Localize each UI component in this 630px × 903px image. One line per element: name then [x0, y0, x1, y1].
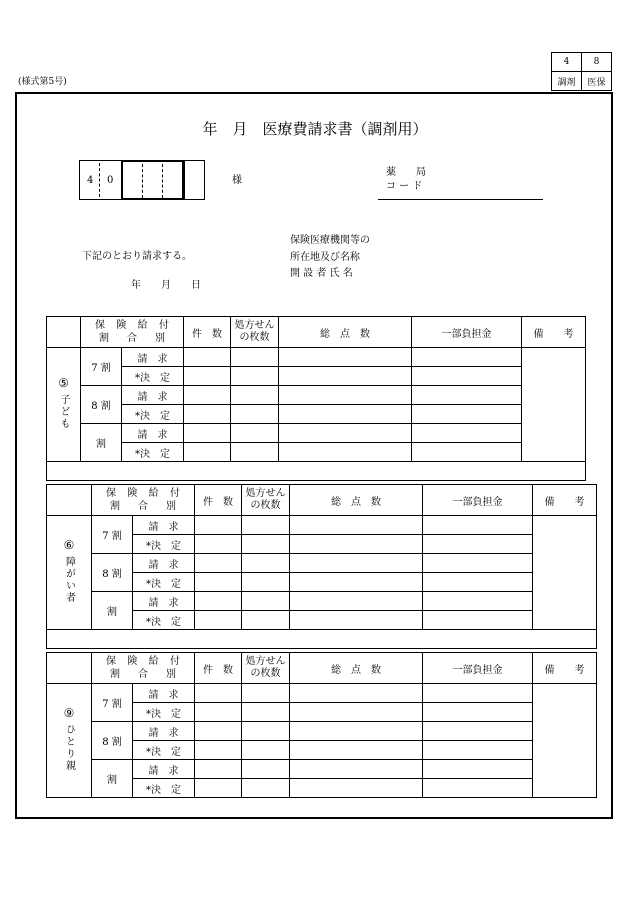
- header-futan: 一部負担金: [423, 653, 533, 684]
- input-cell-soten[interactable]: [290, 554, 423, 573]
- form-number: (様式第5号): [18, 77, 67, 87]
- row-label-seikyu: 請 求: [133, 684, 195, 703]
- row-label-kettei: *決 定: [133, 573, 195, 592]
- input-cell-biko[interactable]: [533, 684, 597, 798]
- row-label-seikyu: 請 求: [122, 424, 184, 443]
- input-cell-soten[interactable]: [290, 760, 423, 779]
- input-cell-kensu[interactable]: [195, 611, 242, 630]
- input-cell-kensu[interactable]: [184, 405, 231, 424]
- sama-label: 様: [232, 175, 242, 186]
- input-cell-shohosen[interactable]: [242, 741, 290, 760]
- input-cell-kensu[interactable]: [184, 348, 231, 367]
- input-cell-kensu[interactable]: [195, 516, 242, 535]
- row-label-kettei: *決 定: [122, 367, 184, 386]
- ratio-label: 8 割: [92, 554, 133, 592]
- header-shohosen: 処方せん の枚数: [231, 317, 279, 348]
- request-text: 下記のとおり請求する。: [82, 251, 192, 262]
- input-cell-kensu[interactable]: [195, 703, 242, 722]
- page-title: 年 月 医療費請求書（調剤用）: [202, 120, 428, 138]
- input-cell-shohosen[interactable]: [242, 684, 290, 703]
- ratio-label: 7 割: [92, 684, 133, 722]
- header-soten: 総 点 数: [290, 653, 423, 684]
- input-cell-futan[interactable]: [423, 722, 533, 741]
- input-cell-soten[interactable]: [290, 684, 423, 703]
- input-cell-shohosen[interactable]: [231, 348, 279, 367]
- input-cell-shohosen[interactable]: [231, 367, 279, 386]
- input-cell-biko[interactable]: [522, 348, 586, 462]
- input-cell-shohosen[interactable]: [242, 722, 290, 741]
- header-blank: [47, 317, 81, 348]
- input-cell-futan[interactable]: [412, 443, 522, 462]
- ratio-label: 8 割: [81, 386, 122, 424]
- code-entry-box[interactable]: [121, 160, 184, 200]
- input-cell-soten[interactable]: [279, 386, 412, 405]
- input-cell-shohosen[interactable]: [242, 516, 290, 535]
- row-label-seikyu: 請 求: [122, 348, 184, 367]
- input-cell-futan[interactable]: [423, 573, 533, 592]
- row-label-kettei: *決 定: [133, 535, 195, 554]
- input-cell-kensu[interactable]: [195, 684, 242, 703]
- input-cell-soten[interactable]: [279, 405, 412, 424]
- input-cell-soten[interactable]: [279, 443, 412, 462]
- input-cell-futan[interactable]: [423, 779, 533, 798]
- input-cell-kensu[interactable]: [195, 760, 242, 779]
- input-cell-kensu[interactable]: [195, 554, 242, 573]
- header-kyufu: 保 険 給 付 割 合 別: [81, 317, 184, 348]
- input-cell-soten[interactable]: [290, 741, 423, 760]
- header-soten: 総 点 数: [290, 485, 423, 516]
- input-cell-kensu[interactable]: [195, 535, 242, 554]
- input-cell-soten[interactable]: [279, 424, 412, 443]
- code-digit-1: 4: [87, 175, 94, 186]
- claim-table-section-1: [46, 316, 586, 481]
- header-kyufu: 保 険 給 付 割 合 別: [92, 653, 195, 684]
- input-cell-shohosen[interactable]: [242, 611, 290, 630]
- row-label-seikyu: 請 求: [133, 554, 195, 573]
- input-cell-shohosen[interactable]: [242, 779, 290, 798]
- claim-table-section-2: [46, 484, 597, 649]
- input-cell-futan[interactable]: [412, 405, 522, 424]
- input-cell-soten[interactable]: [290, 573, 423, 592]
- input-cell-futan[interactable]: [423, 554, 533, 573]
- input-cell-shohosen[interactable]: [231, 405, 279, 424]
- corner-label-2: 医保: [582, 72, 612, 91]
- corner-code-2: 8: [582, 53, 612, 72]
- input-cell-kensu[interactable]: [184, 367, 231, 386]
- input-cell-soten[interactable]: [290, 535, 423, 554]
- input-cell-shohosen[interactable]: [242, 573, 290, 592]
- input-cell-shohosen[interactable]: [242, 535, 290, 554]
- section-separator: [47, 462, 586, 481]
- input-cell-biko[interactable]: [533, 516, 597, 630]
- input-cell-futan[interactable]: [423, 741, 533, 760]
- input-cell-futan[interactable]: [423, 703, 533, 722]
- input-cell-kensu[interactable]: [195, 779, 242, 798]
- ratio-label: 7 割: [92, 516, 133, 554]
- pharmacy-label: 薬 局: [386, 167, 426, 178]
- founder-label: 開 設 者 氏 名: [290, 268, 353, 279]
- row-label-seikyu: 請 求: [133, 592, 195, 611]
- medical-code-box: [79, 160, 205, 200]
- row-label-seikyu: 請 求: [122, 386, 184, 405]
- header-kyufu: 保 険 給 付 割 合 別: [92, 485, 195, 516]
- code-divider: [162, 164, 163, 198]
- input-cell-futan[interactable]: [412, 348, 522, 367]
- header-biko: 備 考: [533, 653, 597, 684]
- input-cell-shohosen[interactable]: [231, 386, 279, 405]
- code-label: コ ー ド: [386, 181, 423, 192]
- header-shohosen: 処方せん の枚数: [242, 485, 290, 516]
- code-digit-2: 0: [107, 175, 114, 186]
- header-kensu: 件 数: [195, 653, 242, 684]
- pharmacy-code-underline: [378, 199, 543, 200]
- input-cell-shohosen[interactable]: [242, 703, 290, 722]
- input-cell-kensu[interactable]: [195, 573, 242, 592]
- input-cell-futan[interactable]: [423, 535, 533, 554]
- input-cell-shohosen[interactable]: [242, 554, 290, 573]
- input-cell-kensu[interactable]: [195, 722, 242, 741]
- input-cell-shohosen[interactable]: [242, 592, 290, 611]
- input-cell-shohosen[interactable]: [231, 424, 279, 443]
- input-cell-soten[interactable]: [290, 611, 423, 630]
- input-cell-soten[interactable]: [290, 779, 423, 798]
- section-group-label: ⑨ ひとり親: [47, 684, 92, 798]
- input-cell-soten[interactable]: [279, 348, 412, 367]
- row-label-seikyu: 請 求: [133, 760, 195, 779]
- input-cell-futan[interactable]: [412, 367, 522, 386]
- header-blank: [47, 485, 92, 516]
- code-divider: [142, 164, 143, 198]
- row-label-seikyu: 請 求: [133, 722, 195, 741]
- header-kensu: 件 数: [195, 485, 242, 516]
- address-label: 所在地及び名称: [290, 252, 360, 263]
- input-cell-futan[interactable]: [423, 592, 533, 611]
- ratio-label: 割: [81, 424, 122, 462]
- corner-label-1: 調剤: [552, 72, 582, 91]
- row-label-kettei: *決 定: [133, 741, 195, 760]
- input-cell-kensu[interactable]: [195, 741, 242, 760]
- header-futan: 一部負担金: [423, 485, 533, 516]
- date-label: 年 月 日: [131, 280, 201, 291]
- ratio-label: 8 割: [92, 722, 133, 760]
- code-divider: [184, 161, 185, 199]
- input-cell-kensu[interactable]: [184, 443, 231, 462]
- header-kensu: 件 数: [184, 317, 231, 348]
- input-cell-kensu[interactable]: [184, 386, 231, 405]
- input-cell-soten[interactable]: [290, 722, 423, 741]
- ratio-label: 割: [92, 760, 133, 798]
- row-label-kettei: *決 定: [133, 703, 195, 722]
- input-cell-kensu[interactable]: [195, 592, 242, 611]
- input-cell-soten[interactable]: [290, 592, 423, 611]
- section-separator: [47, 630, 597, 649]
- row-label-kettei: *決 定: [133, 611, 195, 630]
- section-group-label: ⑥ 障がい者: [47, 516, 92, 630]
- section-group-label: ⑤ 子ども: [47, 348, 81, 462]
- institution-label: 保険医療機関等の: [290, 235, 370, 246]
- corner-code-box: [551, 52, 612, 91]
- input-cell-futan[interactable]: [412, 424, 522, 443]
- corner-code-1: 4: [552, 53, 582, 72]
- code-divider: [99, 163, 100, 197]
- header-soten: 総 点 数: [279, 317, 412, 348]
- row-label-kettei: *決 定: [122, 405, 184, 424]
- row-label-kettei: *決 定: [122, 443, 184, 462]
- input-cell-futan[interactable]: [423, 611, 533, 630]
- input-cell-soten[interactable]: [290, 516, 423, 535]
- input-cell-kensu[interactable]: [184, 424, 231, 443]
- ratio-label: 割: [92, 592, 133, 630]
- header-biko: 備 考: [522, 317, 586, 348]
- input-cell-soten[interactable]: [290, 703, 423, 722]
- ratio-label: 7 割: [81, 348, 122, 386]
- input-cell-soten[interactable]: [279, 367, 412, 386]
- input-cell-futan[interactable]: [412, 386, 522, 405]
- input-cell-shohosen[interactable]: [231, 443, 279, 462]
- row-label-kettei: *決 定: [133, 779, 195, 798]
- row-label-seikyu: 請 求: [133, 516, 195, 535]
- header-futan: 一部負担金: [412, 317, 522, 348]
- header-shohosen: 処方せん の枚数: [242, 653, 290, 684]
- input-cell-futan[interactable]: [423, 760, 533, 779]
- input-cell-shohosen[interactable]: [242, 760, 290, 779]
- input-cell-futan[interactable]: [423, 516, 533, 535]
- header-blank: [47, 653, 92, 684]
- claim-table-section-3: [46, 652, 597, 798]
- input-cell-futan[interactable]: [423, 684, 533, 703]
- header-biko: 備 考: [533, 485, 597, 516]
